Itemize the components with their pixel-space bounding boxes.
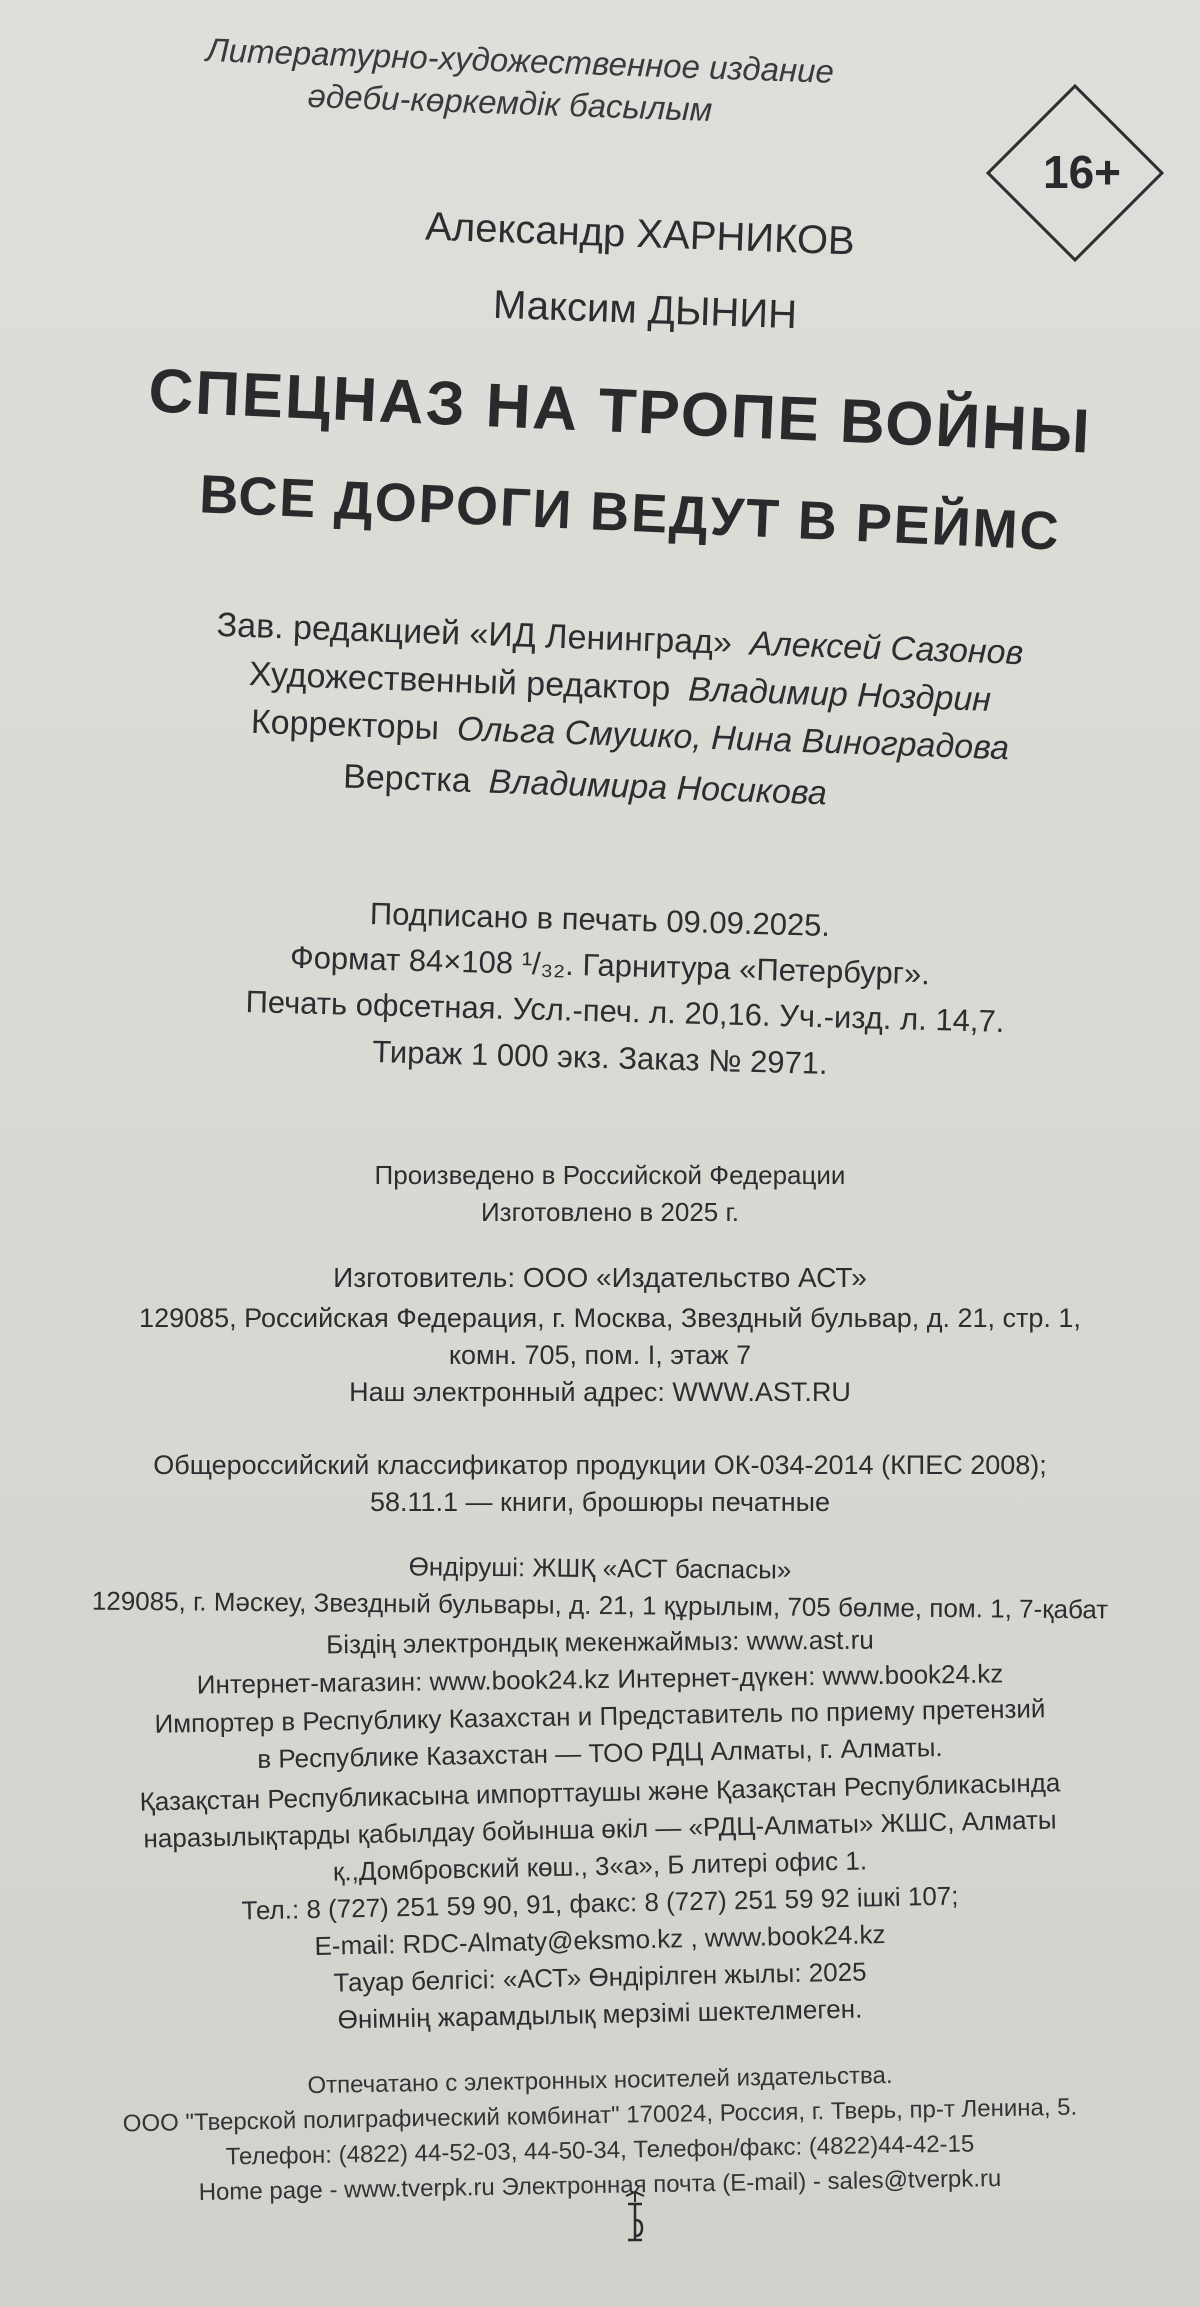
kz-line-1: Өндіруші: ЖШҚ «АСТ баспасы»	[408, 1551, 792, 1585]
edition-type-ru: Литературно-художественное издание	[205, 31, 835, 90]
manufacturer-address-1: 129085, Российская Федерация, г. Москва, Звездный бульвар, д. 21, стр. 1,	[139, 1303, 1081, 1333]
printer-line-1: Отпечатано с электронных носителей издательства.	[307, 2061, 893, 2100]
kz-line-12: Тауар белгісі: «АСТ» Өндірілген жылы: 2025	[333, 1956, 867, 1998]
edition-type-kz: әдеби-көркемдік басылым	[307, 76, 713, 129]
book-title: СПЕЦНАЗ НА ТРОПЕ ВОЙНЫ	[147, 356, 1093, 467]
staff-role: Корректоры	[250, 702, 440, 748]
kz-line-4: Интернет-магазин: www.book24.kz Интернет-дүкен: www.book24.kz	[196, 1658, 1004, 1700]
kz-line-11: E-mail: RDC-Almaty@eksmo.kz , www.book24.kz	[314, 1919, 886, 1961]
kz-line-13: Өнімнің жарамдылық мерзімі шектелмеген.	[337, 1993, 863, 2035]
kz-line-5: Импортер в Республику Казахстан и Представитель по приему претензий	[154, 1693, 1046, 1739]
classifier-line-2: 58.11.1 — книги, брошюры печатные	[369, 1487, 831, 1517]
printer-logo-icon	[620, 2190, 650, 2246]
staff-role: Зав. редакцией «ИД Ленинград»	[216, 605, 733, 662]
age-rating-label: 16+	[1042, 146, 1122, 198]
printer-line-2: ООО "Тверской полиграфический комбинат" 170024, Россия, г. Тверь, пр-т Ленина, 5.	[122, 2093, 1078, 2138]
staff-name: Владимир Ноздрин	[687, 670, 992, 719]
kz-line-7: Қазақстан Республикасына импорттаушы және Қазақстан Республикасында	[139, 1767, 1061, 1817]
classifier-line-1: Общероссийский классификатор продукции ОК-034-2014 (КПЕС 2008);	[153, 1450, 1047, 1480]
origin-produced: Произведено в Российской Федерации	[374, 1160, 846, 1190]
manufacturer-address-2: комн. 705, пом. I, этаж 7	[448, 1340, 752, 1370]
print-signed: Подписано в печать 09.09.2025.	[369, 895, 831, 944]
staff-name: Владимира Носикова	[488, 762, 828, 813]
kz-line-3: Біздің электрондық мекенжаймыз: www.ast.ru	[326, 1624, 874, 1660]
book-subtitle: ВСЕ ДОРОГИ ВЕДУТ В РЕЙМС	[198, 464, 1062, 562]
kz-line-10: Тел.: 8 (727) 251 59 90, 91, факс: 8 (727) 251 59 92 ішкі 107;	[241, 1880, 959, 1926]
author-1: Александр ХАРНИКОВ	[424, 204, 856, 264]
kz-line-2: 129085, г. Мәскеу, Звездный бульвары, д. 21, 1 құрылым, 705 бөлме, пом. 1, 7-қабат	[91, 1585, 1109, 1625]
printer-line-3: Телефон: (4822) 44-52-03, 44-50-34, Телефон/факс: (4822)44-42-15	[225, 2130, 975, 2171]
printer-line-4: Home page - www.tverpk.ru Электронная почта (E-mail) - sales@tverpk.ru	[198, 2164, 1002, 2207]
print-run: Тираж 1 000 экз. Заказ № 2971.	[371, 1034, 829, 1081]
author-2: Максим ДЫНИН	[492, 282, 798, 338]
print-method: Печать офсетная. Усл.-печ. л. 20,16. Уч.-изд. л. 14,7.	[245, 984, 1005, 1039]
kz-line-9: қ.,Домбровский көш., 3«а», Б литері офис 1.	[332, 1845, 868, 1887]
staff-role: Художественный редактор	[248, 655, 671, 708]
kz-line-8: наразылықтарды қабылдау бойынша өкіл — «РДЦ-Алматы» ЖШС, Алматы	[143, 1804, 1057, 1854]
staff-name: Ольга Смушко, Нина Виноградова	[456, 709, 1010, 768]
origin-year: Изготовлено в 2025 г.	[480, 1197, 739, 1227]
manufacturer-web: Наш электронный адрес: WWW.AST.RU	[349, 1377, 851, 1407]
manufacturer-name: Изготовитель: ООО «Издательство АСТ»	[333, 1262, 867, 1293]
staff-name: Алексей Сазонов	[749, 624, 1024, 673]
print-format: Формат 84×108 ¹/₃₂. Гарнитура «Петербург».	[289, 939, 931, 992]
kz-line-6: в Республике Казахстан — ТОО РДЦ Алматы, г. Алматы.	[257, 1732, 943, 1774]
staff-role: Верстка	[342, 757, 472, 800]
